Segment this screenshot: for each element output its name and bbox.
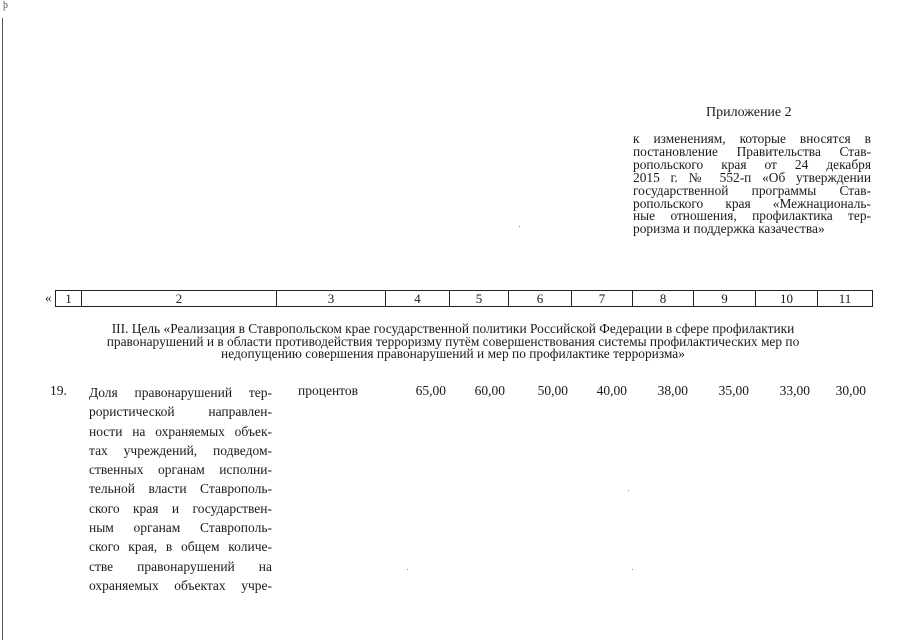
column-number-cell: 4: [386, 291, 450, 307]
section-heading-line: недопущению совершения правонарушений и мер по профилактике терроризма»: [221, 346, 685, 362]
column-number-cell: 3: [277, 291, 386, 307]
scan-speck: [628, 490, 629, 491]
appendix-note-line: постановление Правительства Став-: [633, 143, 871, 159]
column-number-cell: 2: [82, 291, 277, 307]
appendix-note-line: государственной программы Став-: [633, 182, 871, 198]
column-number-cell: 5: [450, 291, 509, 307]
indicator-value: 30,00: [835, 383, 866, 398]
page-edge-line: [2, 18, 3, 640]
indicator-description-line: ского края и государствен-: [89, 500, 272, 516]
appendix-note-line: ропольского края от 24 декабря: [633, 156, 871, 172]
appendix-note-line: к изменениям, которые вносятся в: [633, 131, 871, 146]
column-number-cell: 1: [56, 291, 82, 307]
table-open-quote: «: [45, 290, 52, 305]
indicator-description-line: ным органам Ставрополь-: [89, 520, 272, 536]
column-number-cell: 7: [572, 291, 633, 307]
indicator-description-line: рористической направлен-: [89, 404, 272, 420]
appendix-note: [633, 133, 871, 236]
scan-speck: [632, 569, 633, 570]
column-number-cell: 11: [818, 291, 873, 307]
indicator-value: 50,00: [537, 383, 568, 398]
indicator-value: 65,00: [415, 383, 446, 398]
section-heading-line: III. Цель «Реализация в Ставропольском крае государственной политики Российской Федерации в сфере профилактики: [111, 321, 795, 336]
column-number-cell: 10: [756, 291, 818, 307]
indicator-description-line: охраняемых объектах учре-: [89, 577, 272, 593]
indicator-description-line: тельной власти Ставрополь-: [89, 481, 272, 497]
column-number-cell: 6: [509, 291, 572, 307]
indicator-value: 35,00: [718, 383, 749, 398]
row-number: 19.: [50, 383, 67, 398]
appendix-note-line: ропольского края «Межнациональ-: [633, 195, 871, 211]
column-number-cell: 9: [694, 291, 756, 307]
indicator-value: 60,00: [474, 383, 505, 398]
appendix-note-line: ные отношения, профилактика тер-: [633, 208, 871, 224]
column-number-row: [56, 291, 873, 307]
appendix-note-line: роризма и поддержка казачества»: [633, 221, 825, 237]
corner-mark: þ: [3, 0, 8, 11]
scan-speck: [519, 226, 520, 227]
scan-speck: [407, 569, 408, 570]
indicator-description-line: тах учреждений, подведом-: [89, 442, 272, 458]
indicator-description-line: Доля правонарушений тер-: [89, 385, 272, 400]
indicator-description-line: ского края, в общем количе-: [89, 539, 272, 555]
indicator-description: [89, 383, 272, 595]
indicator-description-line: ственных органам исполни-: [89, 462, 272, 478]
section-heading-line: правонарушений и в области противодействия терроризму путём совершенствования системы профилактических мер по: [106, 333, 800, 349]
column-number-cell: 8: [633, 291, 694, 307]
section-heading: [30, 323, 876, 361]
indicator-description-line: стве правонарушений на: [89, 558, 272, 574]
appendix-title: Приложение 2: [706, 105, 792, 120]
indicator-value: 33,00: [779, 383, 810, 398]
indicator-value: 40,00: [596, 383, 627, 398]
column-number-table: [55, 290, 873, 307]
indicator-unit: процентов: [298, 383, 359, 398]
indicator-value: 38,00: [657, 383, 688, 398]
indicator-description-line: ности на охраняемых объек-: [89, 423, 272, 439]
appendix-note-line: 2015 г. № 552-п «Об утверждении: [633, 169, 871, 185]
